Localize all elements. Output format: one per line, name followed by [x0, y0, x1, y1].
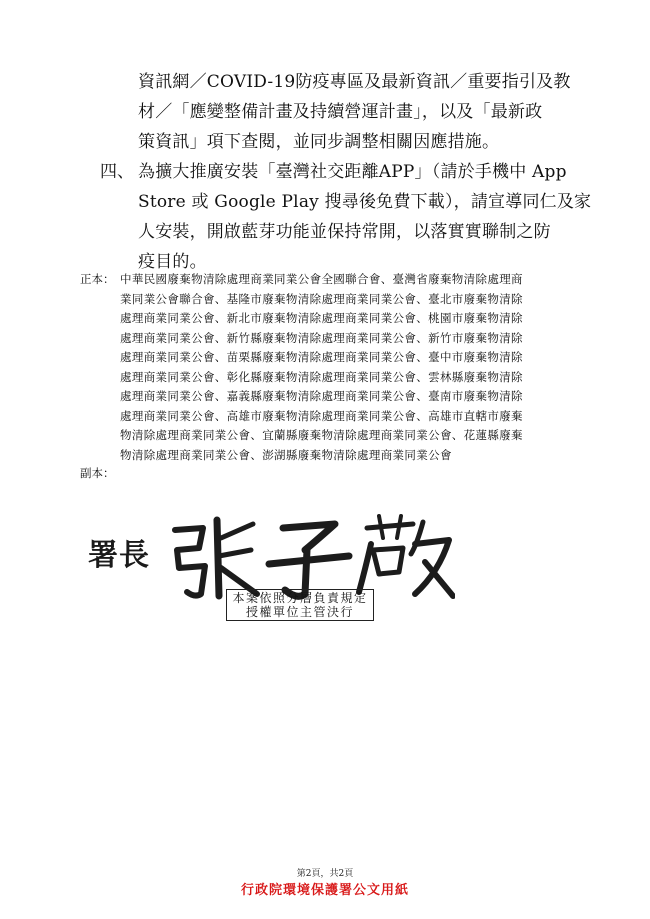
letterhead-footer: 行政院環境保護署公文用紙: [240, 883, 409, 898]
recipient-line: 處理商業同業公會、彰化縣廢棄物清除處理商業同業公會、雲林縣廢棄物清除: [120, 369, 523, 384]
delegation-stamp: [226, 589, 374, 621]
primary-recipients-label: 正本：: [80, 272, 115, 286]
recipient-line: 物清除處理商業同業公會、澎湖縣廢棄物清除處理商業同業公會: [120, 447, 452, 462]
body-line-4: 為擴大推廣安裝「臺灣社交距離APP」（請於手機中 App: [138, 162, 567, 182]
recipient-line: 物清除處理商業同業公會、宜蘭縣廢棄物清除處理商業同業公會、花蓮縣廢棄: [120, 428, 523, 442]
body-line-1: 資訊網／COVID-19防疫專區及最新資訊／重要指引及教: [138, 72, 571, 92]
stamp-line-1: 本案依照分層負責規定: [232, 591, 368, 605]
recipient-line: 處理商業同業公會、新竹縣廢棄物清除處理商業同業公會、新竹市廢棄物清除: [120, 330, 523, 345]
recipient-line: 中華民國廢棄物清除處理商業同業公會全國聯合會、臺灣省廢棄物清除處理商: [120, 272, 523, 286]
page-number: 第2頁，共2頁: [296, 869, 354, 879]
body-line-2: 材／「應變整備計畫及持續營運計畫」，以及「最新政: [138, 102, 543, 122]
recipient-line: 處理商業同業公會、新北市廢棄物清除處理商業同業公會、桃園市廢棄物清除: [120, 311, 523, 325]
body-line-6: 人安裝，開啟藍芽功能並保持常開，以落實實聯制之防: [138, 222, 551, 242]
signature-handwritten: [135, 510, 455, 600]
item-number: 四、: [100, 162, 134, 182]
body-line-5: Store 或 Google Play 搜尋後免費下載），請宣導同仁及家: [138, 192, 592, 212]
recipient-line: 處理商業同業公會、苗栗縣廢棄物清除處理商業同業公會、臺中市廢棄物清除: [120, 350, 523, 364]
recipient-line: 處理商業同業公會、高雄市廢棄物清除處理商業同業公會、高雄市直轄市廢棄: [120, 408, 523, 423]
body-line-3: 策資訊」項下查閱，並同步調整相關因應措施。: [138, 132, 500, 152]
signature-title: 署長: [88, 538, 150, 573]
stamp-line-2: 授權單位主管決行: [245, 605, 354, 619]
recipient-line: 業同業公會聯合會、基隆市廢棄物清除處理商業同業公會、臺北市廢棄物清除: [120, 291, 523, 306]
recipient-line: 處理商業同業公會、嘉義縣廢棄物清除處理商業同業公會、臺南市廢棄物清除: [120, 389, 523, 403]
copy-recipients-label: 副本：: [80, 466, 115, 480]
body-line-7: 疫目的。: [138, 252, 207, 272]
